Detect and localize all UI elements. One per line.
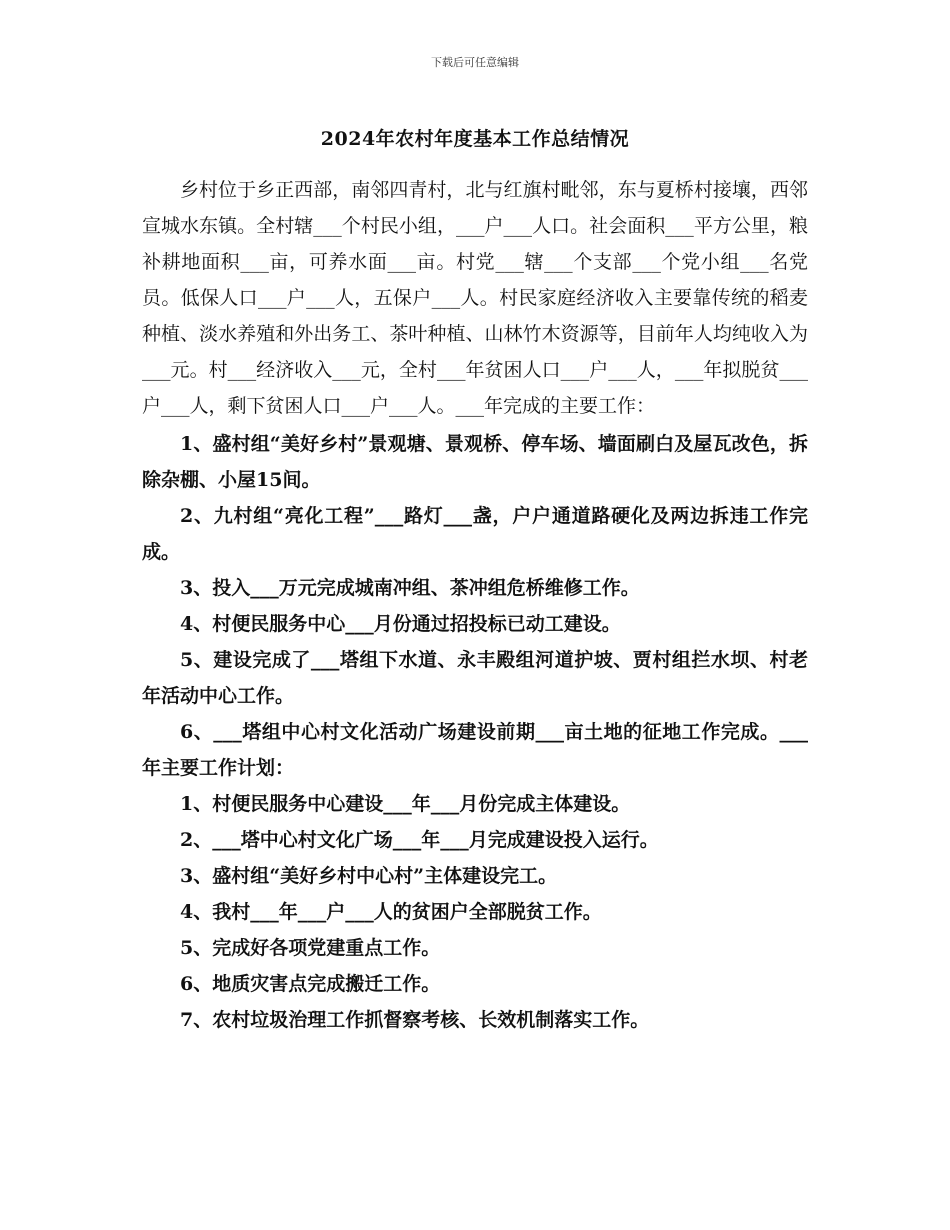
- completed-item-2: 2、九村组“亮化工程”___路灯___盏，户户通道路硬化及两边拆违工作完成。: [142, 505, 808, 563]
- completed-item-3: 3、投入___万元完成城南冲组、茶冲组危桥维修工作。: [180, 577, 640, 599]
- plan-item-1: 1、村便民服务中心建设___年___月份完成主体建设。: [180, 793, 631, 815]
- completed-item-1: 1、盛村组“美好乡村”景观塘、景观桥、停车场、墙面刷白及屋瓦改色，拆除杂棚、小屋15间。: [142, 433, 808, 491]
- plan-item-6: 6、地质灾害点完成搬迁工作。: [180, 973, 441, 995]
- completed-item-5: 5、建设完成了___塔组下水道、永丰殿组河道护坡、贾村组拦水坝、村老年活动中心工作。: [142, 649, 808, 707]
- completed-item-4: 4、村便民服务中心___月份通过招投标已动工建设。: [180, 613, 621, 635]
- plan-item-5: 5、完成好各项党建重点工作。: [180, 937, 441, 959]
- plan-item-3: 3、盛村组“美好乡村中心村”主体建设完工。: [180, 865, 558, 887]
- document-title: 2024年农村年度基本工作总结情况: [320, 128, 630, 150]
- intro-paragraph: 乡村位于乡正西部，南邻四青村，北与红旗村毗邻，东与夏桥村接壤，西邻宣城水东镇。全村辖___个村民小组，___户___人口。社会面积___平方公里，粮补耕地面积___亩，可养水面___亩。村党___辖___个支部___个党小组___名党员。低保人口___户___人，五保户___人。村民家庭经济收入主要靠传统的稻麦种植、淡水养殖和外出务工、茶叶种植、山林竹木资源等，目前年人均纯收入为___元。村___经济收入___元，全村___年贫困人口___户___人，___年拟脱贫___户___人，剩下贫困人口___户___人。___年完成的主要工作：: [142, 179, 808, 417]
- page-header-note: 下载后可任意编辑: [431, 56, 519, 69]
- plan-item-4: 4、我村___年___户___人的贫困户全部脱贫工作。: [180, 901, 602, 923]
- plan-item-2: 2、___塔中心村文化广场___年___月完成建设投入运行。: [180, 829, 659, 851]
- completed-item-6: 6、___塔组中心村文化活动广场建设前期___亩土地的征地工作完成。___年主要工作计划：: [142, 721, 808, 779]
- plan-item-7: 7、农村垃圾治理工作抓督察考核、长效机制落实工作。: [180, 1009, 650, 1031]
- document-body: [142, 172, 808, 1038]
